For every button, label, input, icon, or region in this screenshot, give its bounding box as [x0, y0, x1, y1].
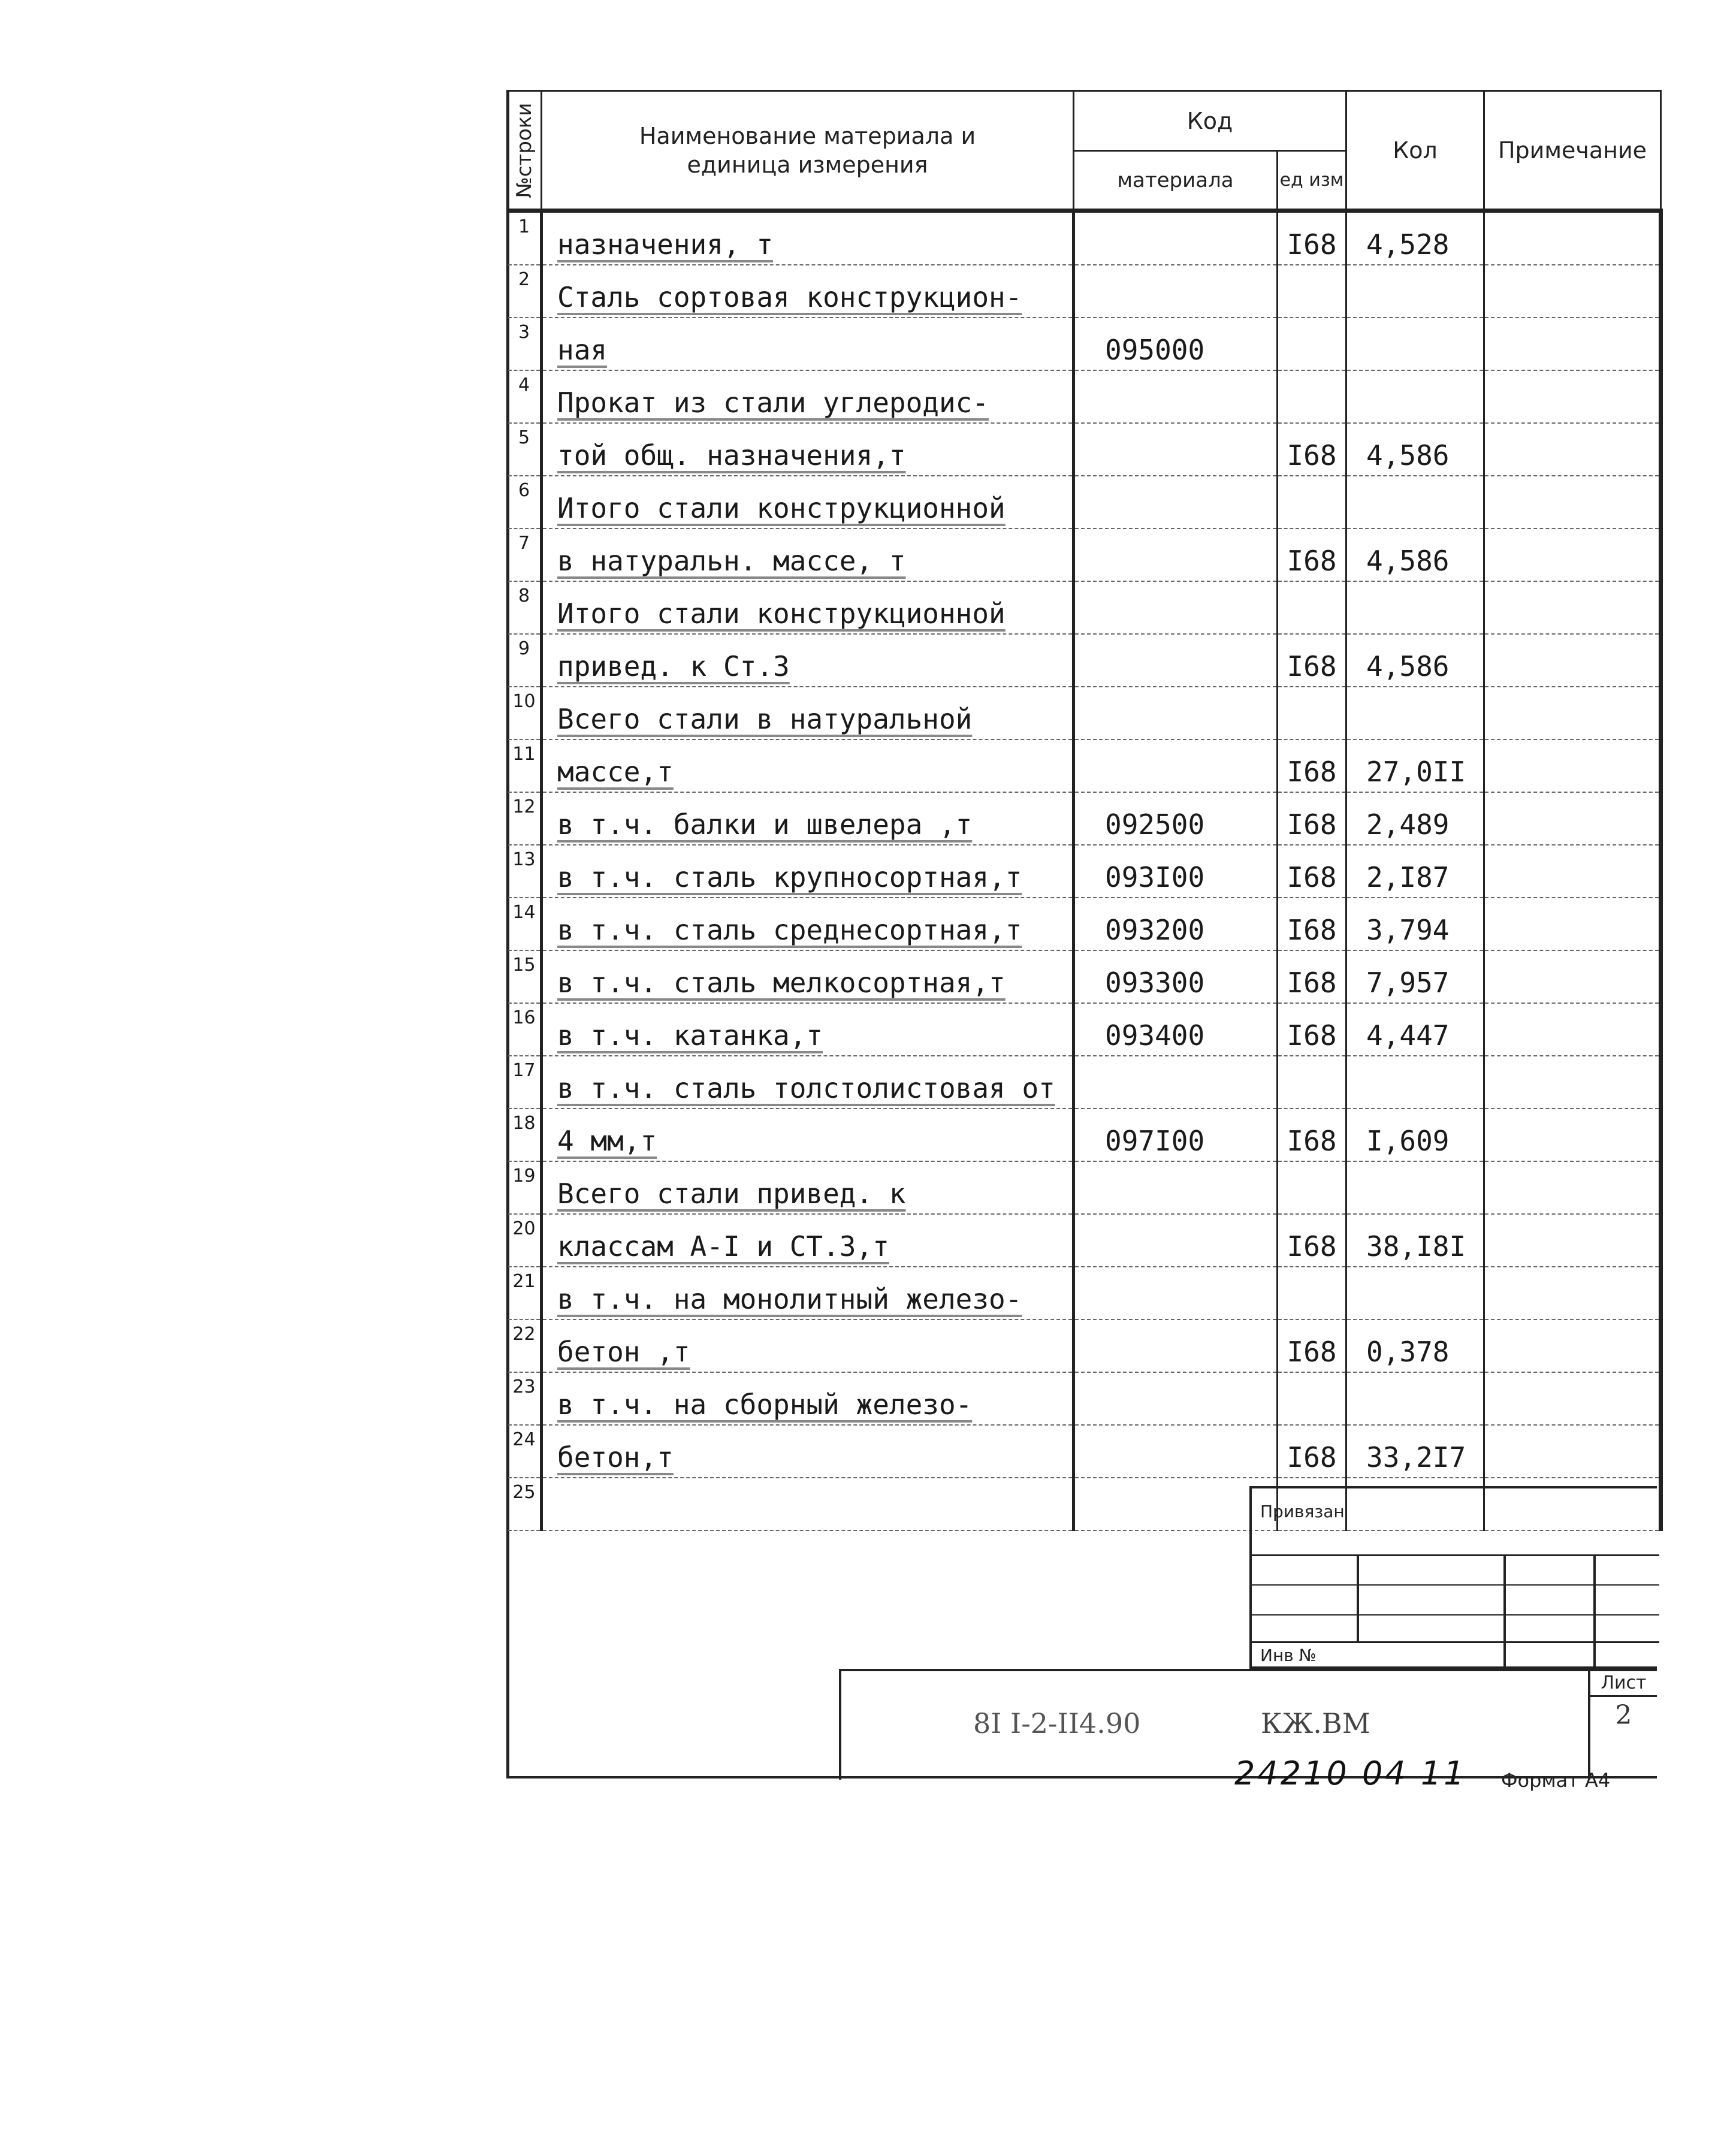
note: [1484, 1003, 1661, 1056]
table-row: [508, 1056, 1661, 1109]
material-code: [1074, 634, 1278, 687]
quantity: 3,794: [1346, 898, 1484, 950]
material-name: Всего стали привед. к: [542, 1161, 1074, 1214]
material-code: [1074, 370, 1278, 423]
row-number: 19: [508, 1161, 542, 1214]
table-row: [508, 1214, 1661, 1267]
row-number: 9: [508, 634, 542, 687]
note: [1484, 845, 1661, 898]
table-row: [508, 1267, 1661, 1319]
material-code: 093I00: [1074, 845, 1278, 898]
quantity: 0,378: [1346, 1319, 1484, 1372]
row-number: 23: [508, 1372, 542, 1425]
table-row: [508, 1372, 1661, 1425]
note: [1484, 634, 1661, 687]
material-code: [1074, 1267, 1278, 1319]
note: [1484, 1214, 1661, 1267]
note: [1484, 950, 1661, 1003]
note: [1484, 1267, 1661, 1319]
quantity: 4,586: [1346, 529, 1484, 581]
binding-stamp: [1249, 1486, 1657, 1669]
header-name: Наименование материала и единица измерения: [542, 91, 1074, 211]
unit-code: I68: [1278, 1319, 1346, 1372]
quantity: [1346, 1056, 1484, 1109]
stamp-divider: [1252, 1554, 1659, 1556]
table-row: [508, 950, 1661, 1003]
material-name: массе,т: [542, 739, 1074, 792]
note: [1484, 476, 1661, 529]
material-code: [1074, 529, 1278, 581]
sheet-divider: [1590, 1695, 1657, 1697]
quantity: [1346, 476, 1484, 529]
material-code: [1074, 1214, 1278, 1267]
row-number: 10: [508, 687, 542, 739]
unit-code: I68: [1278, 1109, 1346, 1161]
table-row: [508, 476, 1661, 529]
row-number: 6: [508, 476, 542, 529]
table-row: [508, 1161, 1661, 1214]
table-row: [508, 687, 1661, 739]
unit-code: I68: [1278, 739, 1346, 792]
doc-code: 8I I-2-II4.90: [973, 1707, 1141, 1740]
table-row: [508, 581, 1661, 634]
header-code: Код: [1074, 91, 1346, 151]
material-name: ная: [542, 318, 1074, 370]
material-name: в т.ч. сталь среднесортная,т: [542, 898, 1074, 950]
stamp-divider: [1503, 1554, 1506, 1671]
row-number: 22: [508, 1319, 542, 1372]
header-note: Примечание: [1484, 91, 1661, 211]
unit-code: I68: [1278, 211, 1346, 265]
handwritten-number: 24210 04 11: [1234, 1755, 1467, 1792]
table-row: [508, 1319, 1661, 1372]
material-code: [1074, 1425, 1278, 1478]
material-code: [1074, 476, 1278, 529]
row-number: 2: [508, 265, 542, 318]
row-number: 14: [508, 898, 542, 950]
unit-code: [1278, 476, 1346, 529]
material-name: классам А-I и СТ.3,т: [542, 1214, 1074, 1267]
material-code: 095000: [1074, 318, 1278, 370]
note: [1484, 687, 1661, 739]
row-number: 24: [508, 1425, 542, 1478]
quantity: 33,2I7: [1346, 1425, 1484, 1478]
material-name: Итого стали конструкционной: [542, 581, 1074, 634]
material-name: бетон ,т: [542, 1319, 1074, 1372]
row-number: 3: [508, 318, 542, 370]
header-code-unit: ед изм: [1278, 151, 1346, 211]
note: [1484, 739, 1661, 792]
table-row: [508, 1109, 1661, 1161]
table-row: [508, 1003, 1661, 1056]
material-code: [1074, 211, 1278, 265]
unit-code: [1278, 318, 1346, 370]
quantity: [1346, 687, 1484, 739]
unit-code: I68: [1278, 792, 1346, 845]
stamp-divider: [1593, 1554, 1596, 1671]
note: [1484, 1319, 1661, 1372]
unit-code: [1278, 1267, 1346, 1319]
material-code: [1074, 1056, 1278, 1109]
header-row-no-label: №строки: [512, 102, 536, 198]
material-name: привед. к Ст.3: [542, 634, 1074, 687]
row-number: 15: [508, 950, 542, 1003]
quantity: [1346, 370, 1484, 423]
row-number: 1: [508, 211, 542, 265]
quantity: 7,957: [1346, 950, 1484, 1003]
table-row: [508, 898, 1661, 950]
quantity: 4,586: [1346, 423, 1484, 476]
table-row: [508, 634, 1661, 687]
material-name: той общ. назначения,т: [542, 423, 1074, 476]
row-number: 8: [508, 581, 542, 634]
material-name: Всего стали в натуральной: [542, 687, 1074, 739]
sheet-number-box: [1588, 1669, 1657, 1780]
material-code: [1074, 1478, 1278, 1530]
quantity: [1346, 318, 1484, 370]
quantity: 27,0II: [1346, 739, 1484, 792]
stamp-divider: [1252, 1614, 1659, 1616]
quantity: 38,I8I: [1346, 1214, 1484, 1267]
stamp-divider: [1252, 1641, 1659, 1643]
table-row: [508, 318, 1661, 370]
material-name: в т.ч. на монолитный железо-: [542, 1267, 1074, 1319]
row-number: 18: [508, 1109, 542, 1161]
row-number: 16: [508, 1003, 542, 1056]
table-row: [508, 1425, 1661, 1478]
material-code: [1074, 1372, 1278, 1425]
material-code: [1074, 687, 1278, 739]
unit-code: I68: [1278, 634, 1346, 687]
material-code: 093300: [1074, 950, 1278, 1003]
material-code: [1074, 581, 1278, 634]
unit-code: [1278, 687, 1346, 739]
sheet-number: 2: [1615, 1700, 1632, 1731]
note: [1484, 211, 1661, 265]
note: [1484, 318, 1661, 370]
material-name: Итого стали конструкционной: [542, 476, 1074, 529]
note: [1484, 529, 1661, 581]
table-row: [508, 423, 1661, 476]
unit-code: [1278, 265, 1346, 318]
unit-code: I68: [1278, 845, 1346, 898]
table-row: [508, 529, 1661, 581]
inv-label: Инв №: [1260, 1645, 1317, 1665]
unit-code: I68: [1278, 950, 1346, 1003]
format-label: Формат А4: [1501, 1769, 1611, 1792]
quantity: [1346, 265, 1484, 318]
material-name: в т.ч. сталь толстолистовая от: [542, 1056, 1074, 1109]
material-code: 092500: [1074, 792, 1278, 845]
quantity: 2,489: [1346, 792, 1484, 845]
note: [1484, 1425, 1661, 1478]
unit-code: I68: [1278, 529, 1346, 581]
quantity: I,609: [1346, 1109, 1484, 1161]
row-number: 21: [508, 1267, 542, 1319]
row-number: 25: [508, 1478, 542, 1530]
material-name: в натуральн. массе, т: [542, 529, 1074, 581]
unit-code: [1278, 1056, 1346, 1109]
unit-code: I68: [1278, 1214, 1346, 1267]
note: [1484, 370, 1661, 423]
material-name: в т.ч. сталь мелкосортная,т: [542, 950, 1074, 1003]
note: [1484, 265, 1661, 318]
materials-table: [506, 90, 1663, 1531]
note: [1484, 581, 1661, 634]
row-number: 12: [508, 792, 542, 845]
quantity: [1346, 1372, 1484, 1425]
material-code: 093400: [1074, 1003, 1278, 1056]
note: [1484, 1161, 1661, 1214]
unit-code: I68: [1278, 898, 1346, 950]
bound-label: Привязан: [1260, 1502, 1345, 1521]
stamp-divider: [1252, 1584, 1659, 1586]
quantity: 4,586: [1346, 634, 1484, 687]
unit-code: [1278, 1372, 1346, 1425]
material-name: в т.ч. сталь крупносортная,т: [542, 845, 1074, 898]
material-name: назначения, т: [542, 211, 1074, 265]
unit-code: I68: [1278, 423, 1346, 476]
unit-code: I68: [1278, 1003, 1346, 1056]
quantity: 2,I87: [1346, 845, 1484, 898]
header-code-material: материала: [1074, 151, 1278, 211]
material-code: [1074, 1319, 1278, 1372]
material-name: [542, 1478, 1074, 1530]
material-name: Сталь сортовая конструкцион-: [542, 265, 1074, 318]
material-name: в т.ч. на сборный железо-: [542, 1372, 1074, 1425]
material-code: [1074, 1161, 1278, 1214]
row-number: 13: [508, 845, 542, 898]
unit-code: I68: [1278, 1425, 1346, 1478]
note: [1484, 1056, 1661, 1109]
row-number: 4: [508, 370, 542, 423]
note: [1484, 792, 1661, 845]
quantity: 4,528: [1346, 211, 1484, 265]
note: [1484, 898, 1661, 950]
unit-code: [1278, 581, 1346, 634]
material-name: 4 мм,т: [542, 1109, 1074, 1161]
material-name: Прокат из стали углеродис-: [542, 370, 1074, 423]
table-row: [508, 739, 1661, 792]
material-code: [1074, 423, 1278, 476]
material-code: 093200: [1074, 898, 1278, 950]
table-row: [508, 792, 1661, 845]
header-qty: Кол: [1346, 91, 1484, 211]
row-number: 11: [508, 739, 542, 792]
sheet-label: Лист: [1601, 1672, 1647, 1693]
note: [1484, 1109, 1661, 1161]
table-row: [508, 211, 1661, 265]
row-number: 7: [508, 529, 542, 581]
table-row: [508, 845, 1661, 898]
unit-code: [1278, 1161, 1346, 1214]
quantity: [1346, 581, 1484, 634]
doc-mark: КЖ.ВМ: [1261, 1707, 1370, 1740]
row-number: 20: [508, 1214, 542, 1267]
quantity: [1346, 1161, 1484, 1214]
note: [1484, 423, 1661, 476]
quantity: [1346, 1267, 1484, 1319]
quantity: 4,447: [1346, 1003, 1484, 1056]
note: [1484, 1372, 1661, 1425]
header-row-no: [508, 91, 542, 211]
material-code: [1074, 265, 1278, 318]
table-row: [508, 370, 1661, 423]
material-name: бетон,т: [542, 1425, 1074, 1478]
table-row: [508, 265, 1661, 318]
row-number: 17: [508, 1056, 542, 1109]
material-code: 097I00: [1074, 1109, 1278, 1161]
material-code: [1074, 739, 1278, 792]
material-name: в т.ч. катанка,т: [542, 1003, 1074, 1056]
unit-code: [1278, 370, 1346, 423]
material-name: в т.ч. балки и швелера ,т: [542, 792, 1074, 845]
stamp-divider: [1357, 1554, 1359, 1641]
row-number: 5: [508, 423, 542, 476]
